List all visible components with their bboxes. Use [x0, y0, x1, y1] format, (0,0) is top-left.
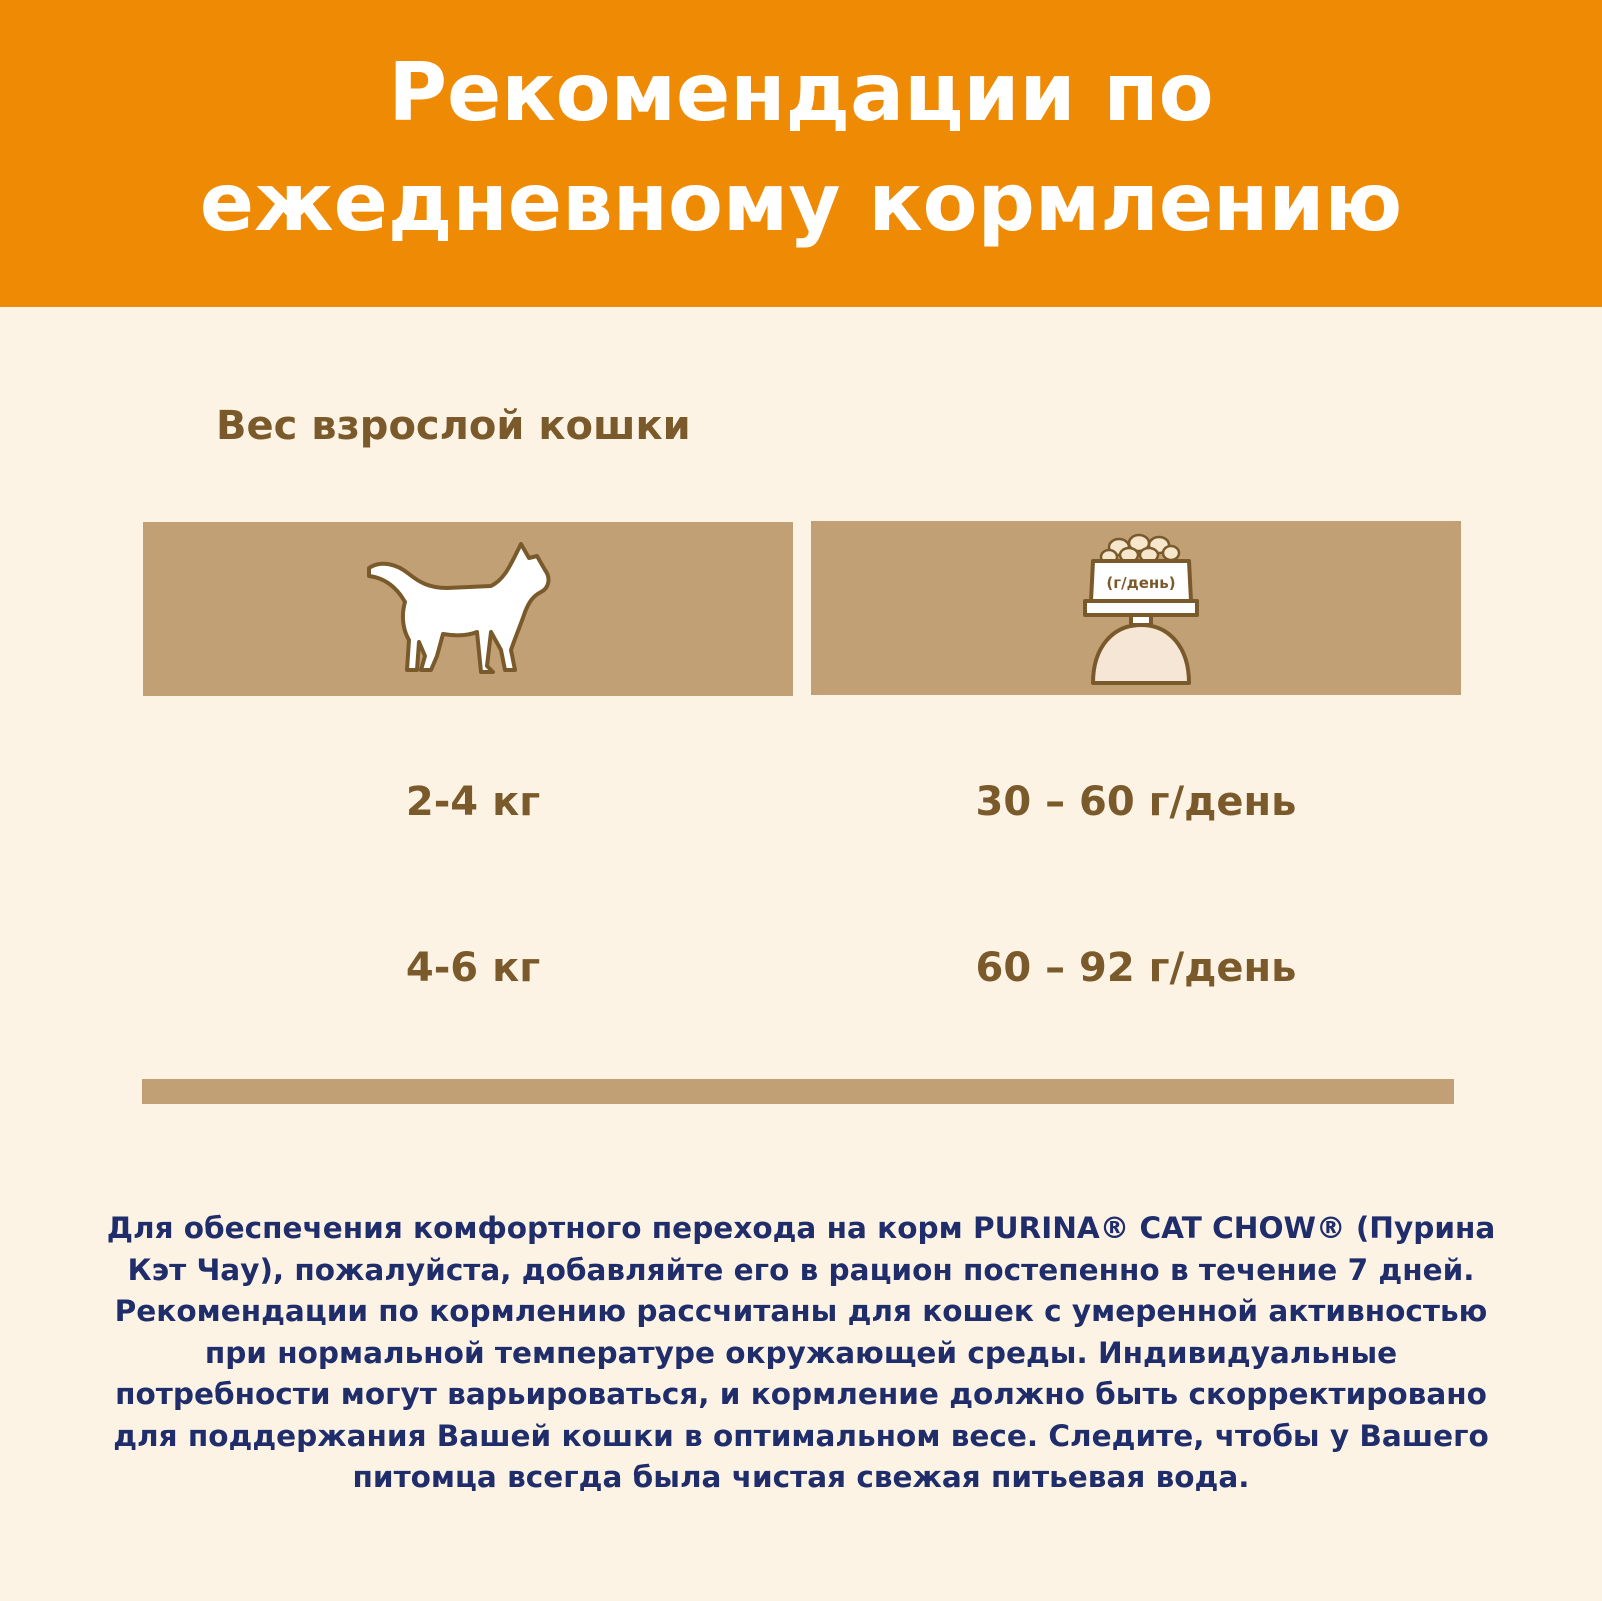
note-line-7: питомца всегда была чистая свежая питьевая вода. — [352, 1460, 1250, 1494]
food-bowl-scale-icon — [1081, 527, 1201, 687]
section-label: Вес взрослой кошки — [216, 403, 691, 449]
note-line-4: при нормальной температуре окружающей среды. Индивидуальные — [204, 1335, 1398, 1370]
table-header-food — [811, 521, 1461, 695]
note-line-6: для поддержания Вашей кошки в оптимальном весе. Следите, чтобы у Вашего — [113, 1418, 1489, 1453]
feeding-note — [80, 1208, 1522, 1499]
table-divider — [142, 1079, 1454, 1104]
note-line-1: Для обеспечения комфортного перехода на корм PURINA® CAT CHOW® (Пурина — [106, 1211, 1496, 1245]
note-line-5: потребности могут варьироваться, и кормление должно быть скорректировано — [115, 1377, 1487, 1411]
weight-cell-row-1: 2-4 кг — [405, 779, 541, 825]
page-title-line-1: Рекомендации по — [388, 46, 1214, 139]
page-title — [0, 38, 1602, 258]
amount-cell-row-2: 60 – 92 г/день — [975, 945, 1297, 991]
page-title-line-2: ежедневному кормлению — [199, 156, 1403, 249]
weight-cell-row-2: 4-6 кг — [405, 945, 541, 991]
note-line-3: Рекомендации по кормлению рассчитаны для кошек с умеренной активностью — [114, 1294, 1488, 1328]
note-line-2: Кэт Чау), пожалуйста, добавляйте его в рацион постепенно в течение 7 дней. — [127, 1252, 1475, 1287]
cat-icon — [363, 540, 553, 680]
amount-cell-row-1: 30 – 60 г/день — [975, 779, 1297, 825]
header-banner — [0, 0, 1602, 307]
bowl-unit-label: (г/день) — [1106, 574, 1176, 592]
table-header-weight — [143, 522, 793, 696]
